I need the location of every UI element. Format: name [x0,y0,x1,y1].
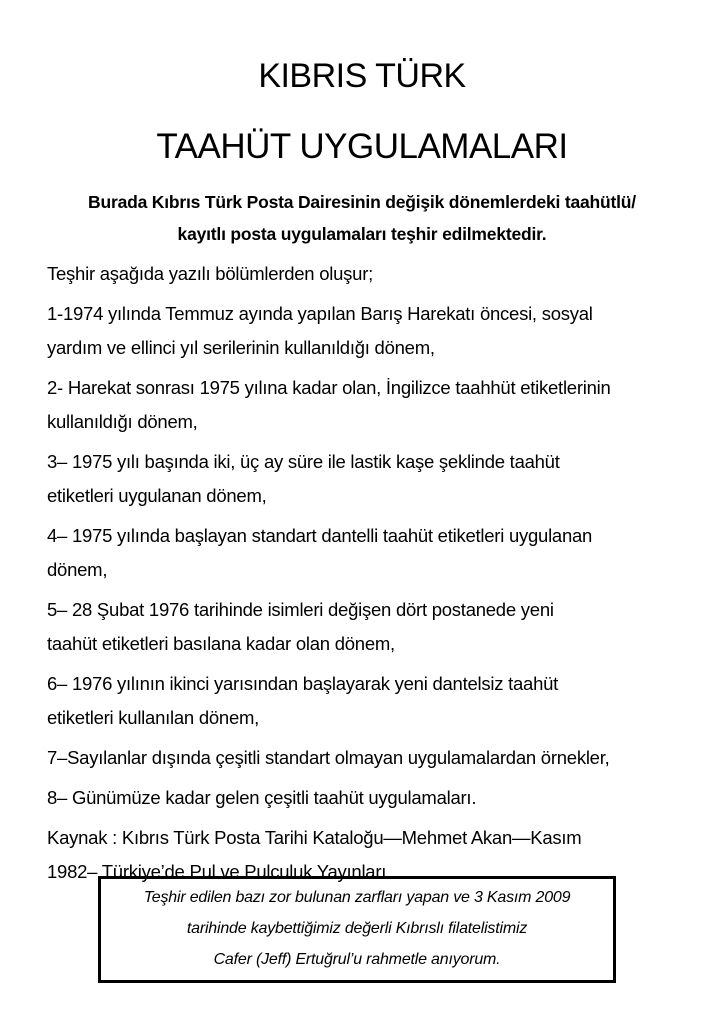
document-body [47,257,707,889]
source-line: Kaynak : Kıbrıs Türk Posta Tarihi Kataloğu—Mehmet Akan—Kasım [47,827,582,848]
intro-line: kayıtlı posta uygulamaları teşhir edilmektedir. [177,224,547,244]
list-item-line: 5– 28 Şubat 1976 tarihinde isimleri değişen dört postanede yeni [47,599,554,620]
list-item-line: dönem, [47,559,108,580]
list-item [47,445,707,513]
list-item [47,371,707,439]
list-item-line: etiketleri kullanılan dönem, [47,707,260,728]
list-item-line: yardım ve ellinci yıl serilerinin kullanıldığı dönem, [47,337,435,358]
list-item-line: 1-1974 yılında Temmuz ayında yapılan Barış Harekatı öncesi, sosyal [47,303,593,324]
list-item [47,667,707,735]
list-item-line: etiketleri uygulanan dönem, [47,485,267,506]
list-item [47,593,707,661]
page-title-line-1: KIBRIS TÜRK [258,57,466,95]
list-item-line: kullanıldığı dönem, [47,411,198,432]
memorial-line: Cafer (Jeff) Ertuğrul’u rahmetle anıyorum. [213,951,501,968]
list-item [47,297,707,365]
source-line: 1982– Türkiye’de Pul ve Pulculuk Yayınları [47,861,387,882]
list-item-line: 2- Harekat sonrası 1975 yılına kadar olan, İngilizce taahhüt etiketlerinin [47,377,611,398]
intro-paragraph [30,186,694,250]
list-item-line: taahüt etiketleri basılana kadar olan dönem, [47,633,395,654]
page-title-line-2: TAAHÜT UYGULAMALARI [156,127,568,166]
memorial-line: tarihinde kaybettiğimiz değerli Kıbrıslı filatelistimiz [186,920,528,937]
list-item-line: 4– 1975 yılında başlayan standart dantelli taahüt etiketleri uygulanan [47,525,593,546]
lead-paragraph: Teşhir aşağıda yazılı bölümlerden oluşur; [47,263,374,284]
list-item-line: 6– 1976 yılının ikinci yarısından başlayarak yeni dantelsiz taahüt [47,673,559,694]
memorial-box [98,876,616,983]
list-item: 8– Günümüze kadar gelen çeşitli taahüt uygulamaları. [47,787,477,808]
list-item: 7–Sayılanlar dışında çeşitli standart olmayan uygulamalardan örnekler, [47,747,610,768]
list-item-line: 3– 1975 yılı başında iki, üç ay süre ile lastik kaşe şeklinde taahüt [47,451,560,472]
list-item [47,519,707,587]
intro-line: Burada Kıbrıs Türk Posta Dairesinin değişik dönemlerdeki taahütlü/ [88,192,636,212]
memorial-line: Teşhir edilen bazı zor bulunan zarfları yapan ve 3 Kasım 2009 [143,889,571,906]
